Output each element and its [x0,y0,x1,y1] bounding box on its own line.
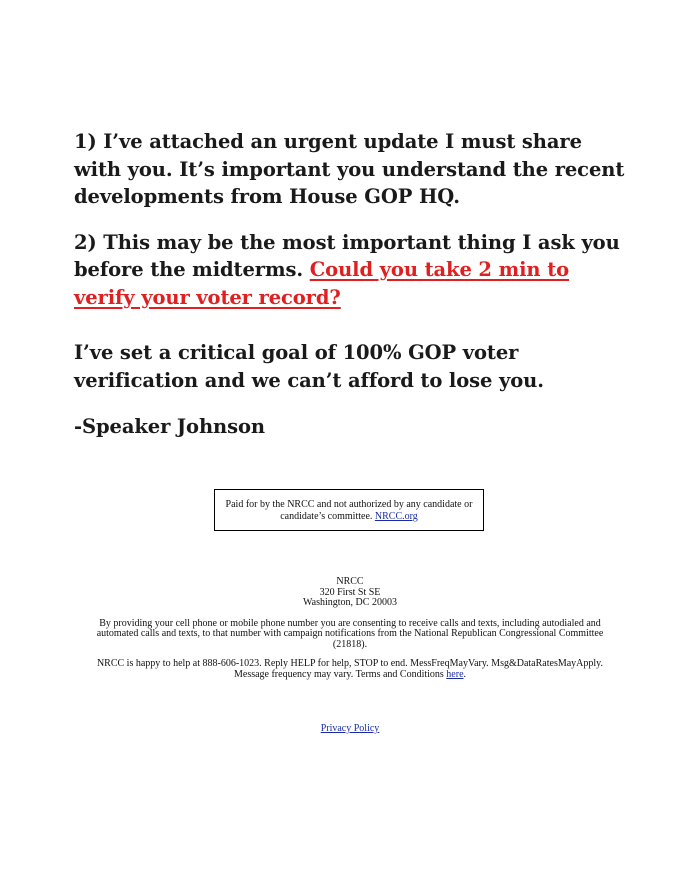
disclaimer-text: Paid for by the NRCC and not authorized by any candidate or candidate’s committee. [225,499,473,522]
signature: -Speaker Johnson [74,415,265,438]
footer-org: NRCC [336,576,364,587]
footer [95,577,605,680]
email-body [74,128,634,441]
paid-for-disclaimer [214,489,484,531]
footer-help [95,659,605,680]
request-text: 2) This may be the most important thing I ask you before the midterms. [74,230,620,281]
footer-help-end: . [463,668,467,680]
footer-consent: By providing your cell phone or mobile phone number you are consenting to receive calls and texts, including autodialed and automated calls and texts, to that number with campaign notifications from the National Republican Congressional Committee (21818). [96,617,604,650]
footer-help-text: NRCC is happy to help at 888-606-1023. Reply HELP for help, STOP to end. MessFreqMayVary. Msg&DataRatesMayApply. Message frequency may vary. Terms and Conditions [96,658,604,680]
paragraph-update: 1) I’ve attached an urgent update I must share with you. It’s important you understand the recent developments from House GOP HQ. [74,130,625,208]
paragraph-goal: I’ve set a critical goal of 100% GOP voter verification and we can’t afford to lose you. [74,341,544,392]
privacy-policy-link[interactable]: Privacy Policy [320,723,380,734]
footer-street: 320 First St SE [319,586,381,598]
footer-city: Washington, DC 20003 [303,597,397,608]
privacy-section [0,723,700,735]
verify-voter-record-link[interactable]: Could you take 2 min to verify your voter record? [74,258,570,309]
nrcc-org-link[interactable]: NRCC.org [374,511,418,522]
paragraph-request [74,229,634,312]
terms-here-link[interactable]: here [446,668,464,680]
